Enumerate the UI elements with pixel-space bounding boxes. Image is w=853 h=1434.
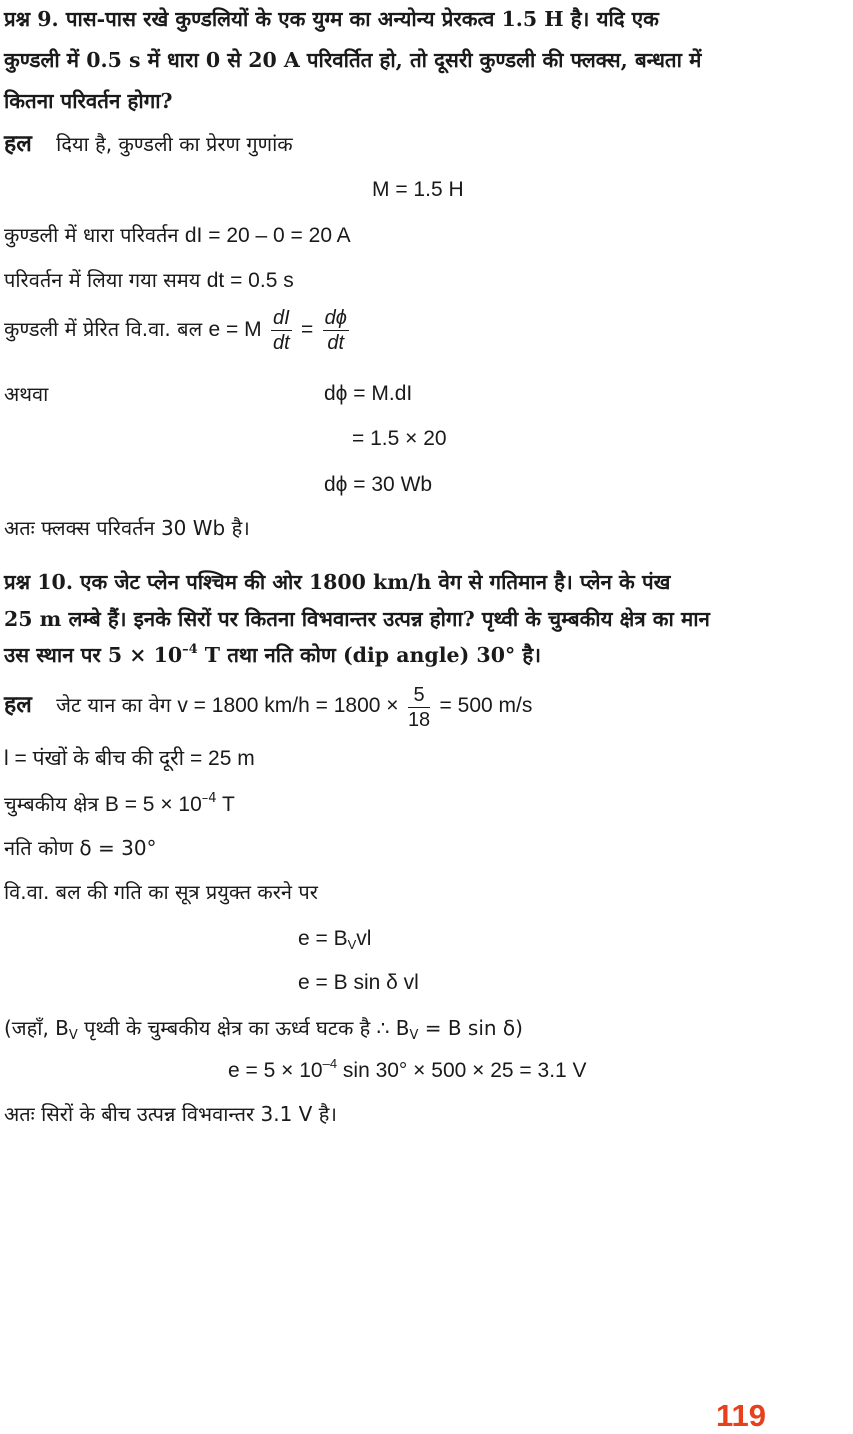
sol10-eq2: e = B sin δ vl <box>298 971 419 994</box>
sol10-hal: हल <box>4 692 32 718</box>
page-number: 119 <box>716 1398 767 1433</box>
sol9-current-line <box>4 222 351 249</box>
q10-line1 <box>4 569 670 595</box>
sol10-b-eq: B = 5 × 10 <box>104 793 202 816</box>
sol10-v-line <box>4 683 532 732</box>
q10-line3-exp: –4 <box>182 642 198 657</box>
sol9-eq-a: dϕ = M.dI <box>324 382 413 405</box>
sol10-v-den: 18 <box>407 709 431 731</box>
sol9-conclusion: अतः फ्लक्स परिवर्तन 30 Wb है। <box>4 516 250 540</box>
sol10-note <box>4 1015 523 1041</box>
sol9-intro-line <box>4 131 293 157</box>
sol10-final-b: sin 30° × 500 × 25 = 3.1 V <box>337 1059 587 1082</box>
sol10-dip-eq: नति कोण δ = 30° <box>4 836 157 860</box>
sol9-emf-lhs: e = M <box>208 318 262 341</box>
q9-line2: कुण्डली में 0.5 s में धारा 0 से 20 A परिवर्तित हो, तो दूसरी कुण्डली की फ्लक्स, बन्धता में <box>4 48 702 72</box>
q10-line3-a: उस स्थान पर 5 × 10 <box>4 643 183 667</box>
sol9-athva: अथवा <box>4 382 49 406</box>
sol9-eq-c: dϕ = 30 Wb <box>324 473 433 496</box>
sol10-v-res: = 500 m/s <box>439 694 533 717</box>
sol9-frac2 <box>323 306 349 355</box>
sol10-note-sub: V <box>68 1028 78 1043</box>
sol9-current-label: कुण्डली में धारा परिवर्तन <box>4 223 179 247</box>
sol9-time-label: परिवर्तन में लिया गया समय <box>4 268 201 292</box>
sol10-b-exp: –4 <box>201 791 217 806</box>
sol9-emf-label: कुण्डली में प्रेरित वि.वा. बल <box>4 317 203 341</box>
sol10-note-a: (जहाँ, B <box>4 1016 69 1040</box>
sol9-equals: = <box>301 318 314 341</box>
sol9-emf-line <box>4 306 352 355</box>
q9-text-1: पास-पास रखे कुण्डलियों के एक युग्म का अन्योन्य प्रेरकत्व 1.5 H है। यदि एक <box>65 7 659 31</box>
sol9-time-eq: dt = 0.5 s <box>206 269 294 292</box>
q10-label: प्रश्न 10. <box>4 570 73 594</box>
sol9-frac2-num: dϕ <box>324 307 347 329</box>
sol9-time-line <box>4 267 294 294</box>
sol10-l-eq: l = पंखों के बीच की दूरी = 25 m <box>4 747 255 770</box>
sol10-note-sub2: V <box>409 1028 419 1043</box>
q10-line3 <box>4 642 541 668</box>
sol10-v-eq: v = 1800 km/h = 1800 × <box>177 694 399 717</box>
sol9-m-eq: M = 1.5 H <box>372 178 464 201</box>
q10-line2: 25 m लम्बे हैं। इनके सिरों पर कितना विभवान्तर उत्पन्न होगा? पृथ्वी के चुम्बकीय क्षेत्र का मान <box>4 607 710 631</box>
q9-label: प्रश्न 9. <box>4 7 59 31</box>
sol9-hal: हल <box>4 131 32 157</box>
sol10-formula-line: वि.वा. बल की गति का सूत्र प्रयुक्त करने पर <box>4 880 318 904</box>
sol10-note-c: = B sin δ) <box>418 1016 523 1040</box>
sol10-eq1-rest: vl <box>356 927 372 950</box>
sol9-eq-b: = 1.5 × 20 <box>352 427 447 450</box>
sol9-frac1 <box>271 306 292 355</box>
sol10-conclusion: अतः सिरों के बीच उत्पन्न विभवान्तर 3.1 V है। <box>4 1102 337 1126</box>
sol10-final-exp: –4 <box>322 1056 338 1071</box>
sol9-frac1-den: dt <box>272 332 290 354</box>
sol10-final-a: e = 5 × 10 <box>228 1059 323 1082</box>
sol10-b-unit: T <box>216 793 235 816</box>
sol10-final <box>228 1058 587 1084</box>
sol10-b-line <box>4 791 235 818</box>
sol10-note-b: पृथ्वी के चुम्बकीय क्षेत्र का ऊर्ध्व घटक है ∴ B <box>77 1016 410 1040</box>
sol9-frac1-num: dI <box>272 307 290 329</box>
q9-line3: कितना परिवर्तन होगा? <box>4 89 173 113</box>
sol10-eq1 <box>298 926 371 952</box>
sol10-b-label: चुम्बकीय क्षेत्र <box>4 792 99 816</box>
sol10-v-label: जेट यान का वेग <box>56 693 171 717</box>
sol9-intro: दिया है, कुण्डली का प्रेरण गुणांक <box>56 132 293 156</box>
q9-line1 <box>4 6 659 32</box>
sol9-current-eq: dI = 20 – 0 = 20 A <box>184 224 351 247</box>
q10-text-1: एक जेट प्लेन पश्चिम की ओर 1800 km/h वेग से गतिमान है। प्लेन के पंख <box>80 570 671 594</box>
sol10-eq1-e: e = B <box>298 927 348 950</box>
sol10-v-num: 5 <box>408 683 430 708</box>
sol10-eq1-sub: V <box>347 937 357 952</box>
sol9-frac2-den: dt <box>327 332 345 354</box>
sol10-v-frac <box>408 683 430 732</box>
q10-line3-b: T तथा नति कोण (dip angle) 30° है। <box>197 643 542 667</box>
